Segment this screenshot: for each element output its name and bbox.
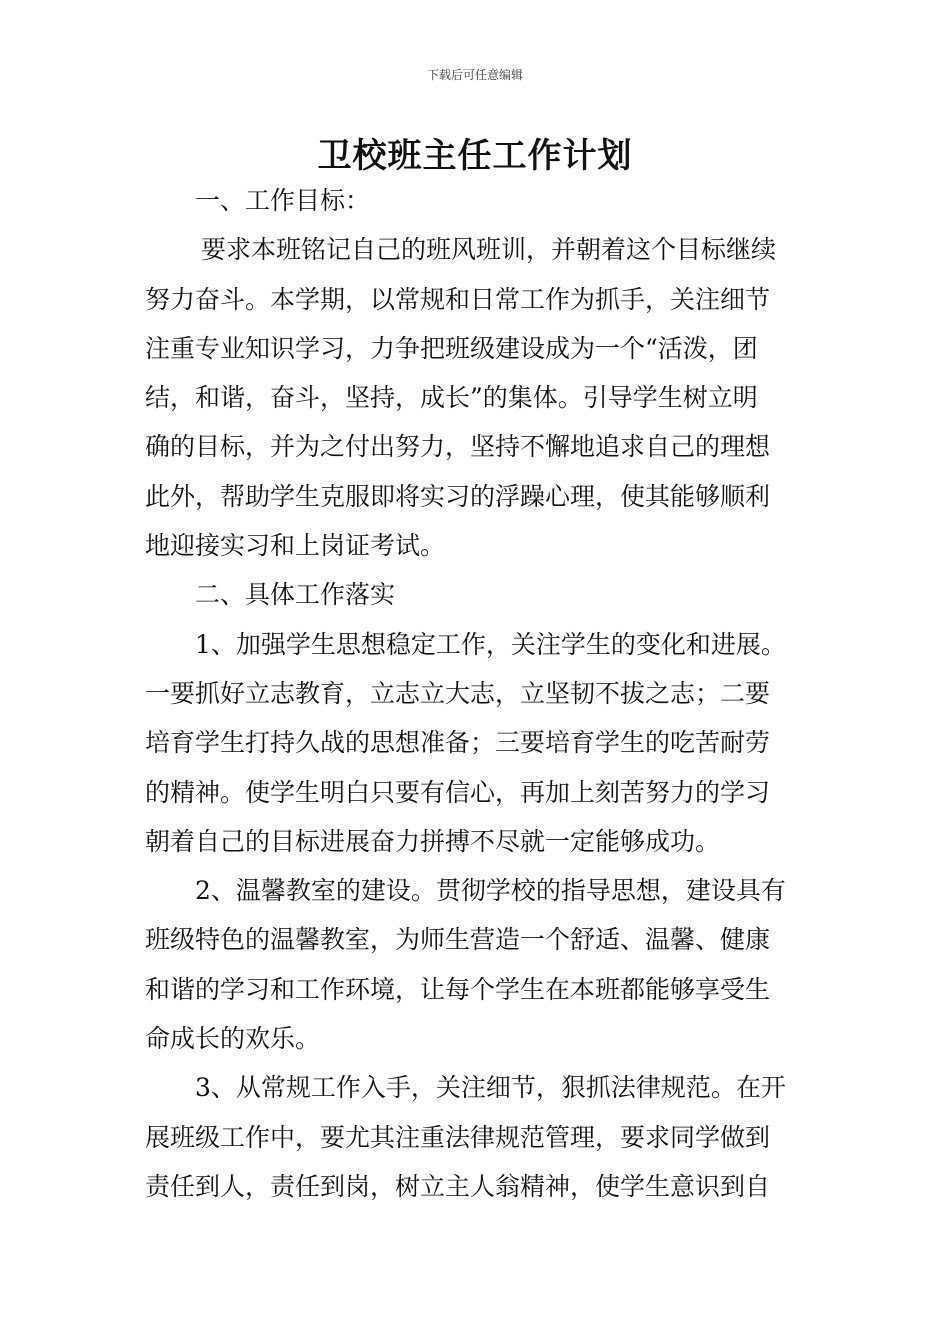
- document-title: 卫校班主任工作计划: [317, 136, 633, 176]
- paragraph-line: 地迎接实习和上岗证考试。: [145, 531, 446, 561]
- list-item-3-line: 3、从常规工作入手，关注细节，狠抓法律规范。在开: [195, 1073, 786, 1103]
- header-note: 下载后可任意编辑: [426, 68, 523, 82]
- paragraph-line: 要求本班铭记自己的班风班训，并朝着这个目标继续: [201, 235, 777, 265]
- list-item-1-line: 一要抓好立志教育，立志立大志，立坚韧不拔之志；二要: [145, 678, 771, 708]
- list-item-1-line: 培育学生打持久战的思想准备；三要培育学生的吃苦耐劳: [145, 728, 771, 758]
- list-item-1-line: 朝着自己的目标进展奋力拼搏不尽就一定能够成功。: [145, 826, 721, 856]
- list-item-1-line: 的精神。使学生明白只要有信心，再加上刻苦努力的学习: [145, 777, 771, 807]
- paragraph-line: 努力奋斗。本学期，以常规和日常工作为抓手，关注细节: [145, 284, 771, 314]
- list-item-1-line: 1、加强学生思想稳定工作，关注学生的变化和进展。: [195, 629, 786, 659]
- document-body: [145, 176, 807, 1211]
- paragraph-line: 确的目标，并为之付出努力，坚持不懈地追求自己的理想: [145, 432, 771, 462]
- list-item-2-line: 命成长的欢乐。: [145, 1024, 321, 1054]
- list-item-3-line: 展班级工作中，要尤其注重法律规范管理，要求同学做到: [145, 1122, 771, 1152]
- list-item-2-line: 和谐的学习和工作环境，让每个学生在本班都能够享受生: [145, 974, 771, 1004]
- section-heading-implementation: 二、具体工作落实: [195, 580, 396, 610]
- paragraph-line: 此外，帮助学生克服即将实习的浮躁心理，使其能够顺利: [145, 481, 771, 511]
- list-item-2-line: 2、温馨教室的建设。贯彻学校的指导思想，建设具有: [195, 876, 786, 906]
- paragraph-line: 结，和谐，奋斗，坚持，成长”的集体。引导学生树立明: [145, 383, 758, 413]
- paragraph-line: 注重专业知识学习，力争把班级建设成为一个“活泼，团: [145, 333, 758, 363]
- section-heading-goals: 一、工作目标：: [195, 186, 371, 215]
- list-item-3-line: 责任到人，责任到岗，树立主人翁精神，使学生意识到自: [145, 1171, 771, 1201]
- list-item-2-line: 班级特色的温馨教室，为师生营造一个舒适、温馨、健康: [145, 925, 771, 955]
